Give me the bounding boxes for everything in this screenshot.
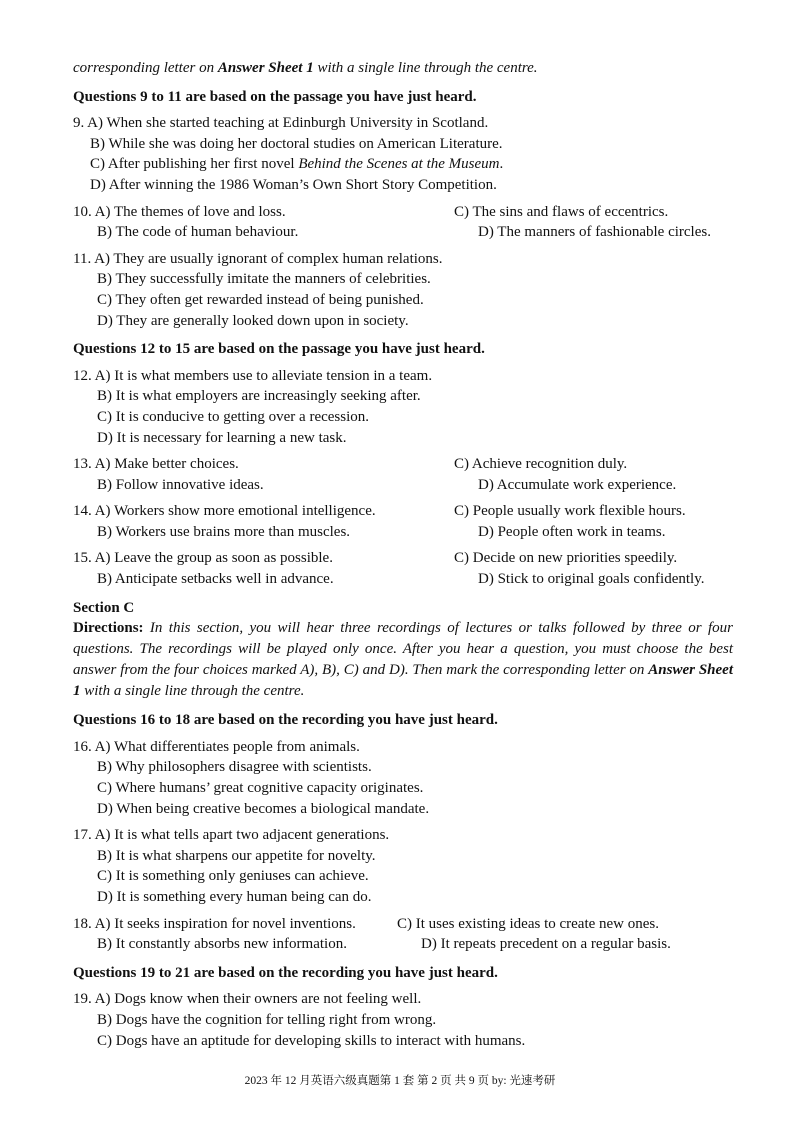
page-footer: 2023 年 12 月英语六级真题第 1 套 第 2 页 共 9 页 by: 光速考研 (244, 1075, 556, 1087)
option-d: D) Accumulate work experience. (478, 476, 677, 493)
option-c: C) Decide on new priorities speedily. (454, 550, 678, 567)
question-13 (73, 454, 733, 495)
option-c-end: . (499, 156, 504, 173)
option-b: B) It is what sharpens our appetite for novelty. (97, 847, 376, 864)
option-c: C) People usually work flexible hours. (454, 503, 686, 520)
novel-title: Behind the Scenes at the Museum (298, 156, 500, 173)
question-group-heading: Questions 9 to 11 are based on the passage you have just heard. (73, 88, 477, 105)
question-group-heading: Questions 19 to 21 are based on the recording you have just heard. (73, 964, 498, 981)
option-a: 17. A) It is what tells apart two adjacent generations. (73, 827, 390, 844)
option-d: D) It is necessary for learning a new task. (97, 429, 347, 446)
question-11 (73, 249, 733, 331)
question-16 (73, 737, 733, 819)
option-a: 13. A) Make better choices. (73, 456, 239, 473)
question-group-heading: Questions 16 to 18 are based on the recording you have just heard. (73, 712, 498, 729)
option-c-text: C) After publishing her first novel (90, 156, 299, 173)
option-a: 9. A) When she started teaching at Edinburgh University in Scotland. (73, 115, 489, 132)
directions-text: In this section, you will hear three recordings of lectures or talks followed by three or four questions. The recordings will be played only once. After you hear a question, you must choose the best answer from the four choices marked A), B), C) and D). Then mark the corresponding letter on (73, 620, 733, 679)
question-18 (73, 914, 733, 955)
option-d: D) After winning the 1986 Woman’s Own Short Story Competition. (90, 176, 497, 193)
option-d: D) When being creative becomes a biological mandate. (97, 800, 430, 817)
option-c: C) They often get rewarded instead of being punished. (97, 291, 424, 308)
option-d: D) They are generally looked down upon in society. (97, 312, 409, 329)
option-b: B) While she was doing her doctoral studies on American Literature. (90, 135, 503, 152)
option-d: D) It repeats precedent on a regular basis. (421, 936, 671, 953)
question-10 (73, 202, 733, 243)
option-b: B) It constantly absorbs new information. (97, 936, 347, 953)
option-a: 19. A) Dogs know when their owners are not feeling well. (73, 991, 422, 1008)
answer-sheet-ref: Answer Sheet 1 (217, 60, 314, 76)
option-c: C) It is conducive to getting over a recession. (97, 408, 370, 425)
intro-text-end: with a single line through the centre. (313, 60, 538, 76)
option-c: C) It is something only geniuses can achieve. (97, 868, 369, 885)
question-group-heading: Questions 12 to 15 are based on the passage you have just heard. (73, 341, 485, 358)
option-a: 16. A) What differentiates people from animals. (73, 738, 360, 755)
option-b: B) Workers use brains more than muscles. (97, 523, 351, 540)
answer-sheet-ref: Answer Sheet 1 (73, 662, 734, 700)
option-a: 15. A) Leave the group as soon as possible. (73, 550, 333, 567)
option-b: B) The code of human behaviour. (97, 224, 299, 241)
question-19 (73, 989, 733, 1051)
question-14 (73, 501, 733, 542)
intro-text: corresponding letter on (73, 60, 218, 76)
option-a: 11. A) They are usually ignorant of complex human relations. (73, 250, 443, 267)
option-a: 14. A) Workers show more emotional intelligence. (73, 503, 376, 520)
option-b: B) Anticipate setbacks well in advance. (97, 571, 334, 588)
option-c: C) It uses existing ideas to create new ones. (397, 915, 660, 932)
exam-page (73, 58, 733, 1051)
option-d: D) It is something every human being can do. (97, 889, 372, 905)
option-d: D) People often work in teams. (478, 523, 666, 540)
option-b: B) Follow innovative ideas. (97, 476, 264, 493)
option-d: D) The manners of fashionable circles. (478, 224, 711, 241)
question-15 (73, 548, 733, 589)
option-c: C) Dogs have an aptitude for developing skills to interact with humans. (97, 1032, 526, 1049)
directions-end: with a single line through the centre. (80, 683, 305, 700)
option-b: B) They successfully imitate the manners of celebrities. (97, 271, 431, 288)
option-b: B) It is what employers are increasingly seeking after. (97, 388, 421, 405)
option-a: 12. A) It is what members use to alleviate tension in a team. (73, 367, 433, 384)
section-b-directions-tail (73, 58, 733, 79)
question-12 (73, 366, 733, 448)
directions-label: Directions: (73, 620, 144, 637)
option-c: C) The sins and flaws of eccentrics. (454, 203, 669, 220)
option-c: C) Achieve recognition duly. (454, 456, 628, 473)
option-a: 18. A) It seeks inspiration for novel inventions. (73, 915, 356, 932)
option-b: B) Why philosophers disagree with scientists. (97, 759, 372, 776)
option-d: D) Stick to original goals confidently. (478, 571, 705, 588)
option-a: 10. A) The themes of love and loss. (73, 203, 286, 220)
section-title: Section C (73, 599, 135, 616)
option-b: B) Dogs have the cognition for telling right from wrong. (97, 1011, 437, 1028)
question-9 (73, 113, 733, 195)
option-c (73, 154, 733, 175)
question-17 (73, 825, 733, 907)
option-c: C) Where humans’ great cognitive capacity originates. (97, 780, 424, 797)
section-directions (73, 618, 733, 702)
